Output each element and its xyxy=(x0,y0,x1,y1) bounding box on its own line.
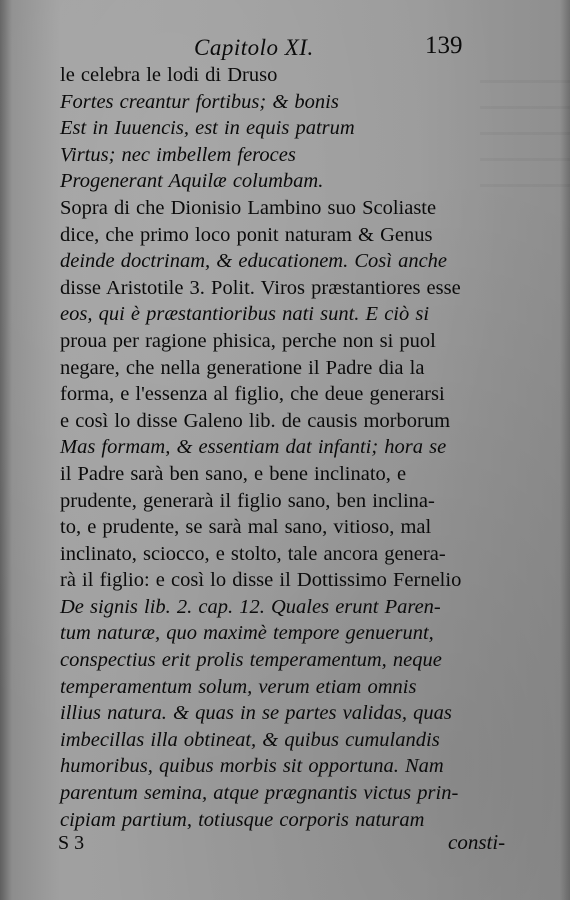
text-line: De signis lib. 2. cap. 12. Quales erunt Paren- xyxy=(60,595,441,618)
text-line: prudente, generarà il figlio sano, ben inclina- xyxy=(60,489,435,512)
text-line: rà il figlio: e così lo disse il Dottissimo Fernelio xyxy=(60,569,462,592)
page-number: 139 xyxy=(425,32,463,59)
verse-line: Virtus; nec imbellem feroces xyxy=(60,143,296,166)
text-line: parentum semina, atque prægnantis victus prin- xyxy=(60,782,459,805)
text-line: to, e prudente, se sarà mal sano, vitioso, mal xyxy=(60,516,432,539)
text-line: illius natura. & quas in se partes validas, quas xyxy=(60,702,452,725)
text-line: Mas formam, & essentiam dat infanti; hora se xyxy=(60,436,447,459)
text-line: cipiam partium, totiusque corporis naturam xyxy=(60,808,425,831)
text-line: negare, che nella generatione il Padre dia la xyxy=(60,356,425,379)
verse-line: Fortes creantur fortibus; & bonis xyxy=(60,90,339,113)
verse-line: Est in Iuuencis, est in equis patrum xyxy=(60,117,355,140)
page-footer xyxy=(0,830,570,870)
verse-line: Progenerant Aquilæ columbam. xyxy=(60,170,324,193)
text-line: inclinato, sciocco, e stolto, tale ancora genera- xyxy=(60,542,446,565)
text-line: dice, che primo loco ponit naturam & Genus xyxy=(60,223,433,246)
text-line: disse Aristotile 3. Polit. Viros præstantiores esse xyxy=(60,276,461,299)
signature-mark: S 3 xyxy=(58,832,85,854)
text-line: eos, qui è præstantioribus nati sunt. E ciò si xyxy=(60,303,430,326)
body-text xyxy=(60,62,530,833)
text-line: il Padre sarà ben sano, e bene inclinato, e xyxy=(60,462,407,485)
text-line: imbecillas illa obtineat, & quibus cumulandis xyxy=(60,728,440,751)
text-line: proua per ragione phisica, perche non si puol xyxy=(60,329,436,352)
text-line: e così lo disse Galeno lib. de causis morborum xyxy=(60,409,451,432)
catchword: consti- xyxy=(448,830,506,854)
text-line: temperamentum solum, verum etiam omnis xyxy=(60,675,417,698)
text-line: le celebra le lodi di Druso xyxy=(60,64,278,86)
text-line: deinde doctrinam, & educationem. Così anche xyxy=(60,250,448,273)
page-header xyxy=(0,33,570,63)
text-line: tum naturæ, quo maximè tempore genuerunt, xyxy=(60,622,434,645)
text-line: humoribus, quibus morbis sit opportuna. Nam xyxy=(60,755,444,778)
text-line: conspectius erit prolis temperamentum, neque xyxy=(60,649,442,672)
text-line: forma, e l'essenza al figlio, che deue generarsi xyxy=(60,383,445,406)
running-head: Capitolo XI. xyxy=(194,35,314,60)
text-line: Sopra di che Dionisio Lambino suo Scoliaste xyxy=(60,196,437,219)
